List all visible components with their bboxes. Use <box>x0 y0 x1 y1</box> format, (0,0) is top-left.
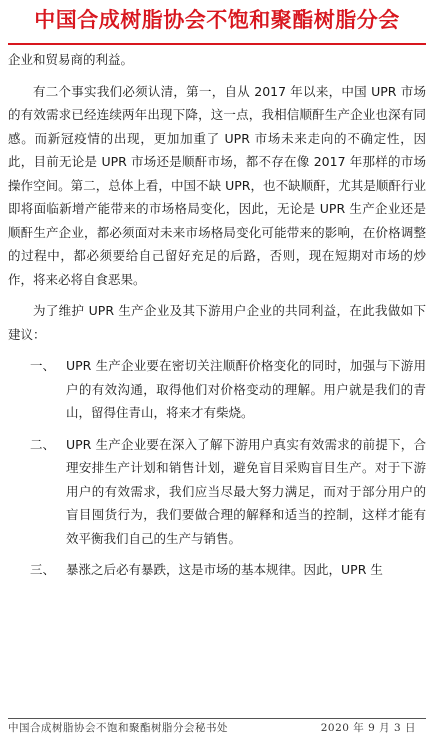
suggestion-text: UPR 生产企业要在深入了解下游用户真实有效需求的前提下，合理安排生产计划和销售计划，避免盲目采购盲目生产。对于下游用户的有效需求，我们应当尽最大努力满足，而对于部分用户的盲目囤货行为，我们要做合理的解释和适当的控制，这样才能有效平衡我们自己的生产与销售。 <box>66 436 426 546</box>
page-footer <box>8 718 426 735</box>
letterhead-rule <box>8 43 426 45</box>
suggestion-item-1 <box>8 354 426 425</box>
suggestion-text: 暴涨之后必有暴跌，这是市场的基本规律。因此，UPR 生 <box>66 562 383 577</box>
paragraph-continuation: 企业和贸易商的利益。 <box>8 52 134 67</box>
paragraph-suggestions-intro: 为了维护 UPR 生产企业及其下游用户企业的共同利益，在此我做如下建议： <box>8 303 426 342</box>
footer-date: 2020 年 9 月 3 日 <box>320 722 416 734</box>
suggestion-number: 一、 <box>30 358 56 373</box>
letterhead-title: 中国合成树脂协会不饱和聚酯树脂分会 <box>34 7 400 32</box>
footer-secretariat: 中国合成树脂协会不饱和聚酯树脂分会秘书处 <box>8 722 228 734</box>
suggestion-number: 三、 <box>30 562 56 577</box>
suggestion-number: 二、 <box>30 436 56 452</box>
paragraph-facts: 有二个事实我们必须认清，第一，自从 2017 年以来，中国 UPR 市场的有效需求已经连续两年出现下降，这一点，我相信顺酐生产企业也深有同感。而新冠疫情的出现，更加加重了 UPR 市场未来走向的不确定性，因此，目前无论是 UPR 市场还是顺酐市场，都不存在像 2017 年那样的市场操作空间。第二，总体上看，中国不缺 UPR，也不缺顺酐，尤其是顺酐行业即将面临新增产能带来的市场格局变化，因此，无论是 UPR 生产企业还是顺酐生产企业，都必须面对未来市场格局变化可能带来的影响，在价格调整的过程中，都必须要给自己留好充足的后路，否则，现在短期对市场的炒作，将来必将自食恶果。 <box>8 83 426 287</box>
document-body <box>8 48 426 582</box>
suggestion-item-2 <box>8 433 426 551</box>
suggestion-item-3 <box>8 558 426 582</box>
suggestion-text: UPR 生产企业要在密切关注顺酐价格变化的同时，加强与下游用户的有效沟通，取得他们对价格变动的理解。用户就是我们的青山，留得住青山，将来才有柴烧。 <box>66 358 426 420</box>
